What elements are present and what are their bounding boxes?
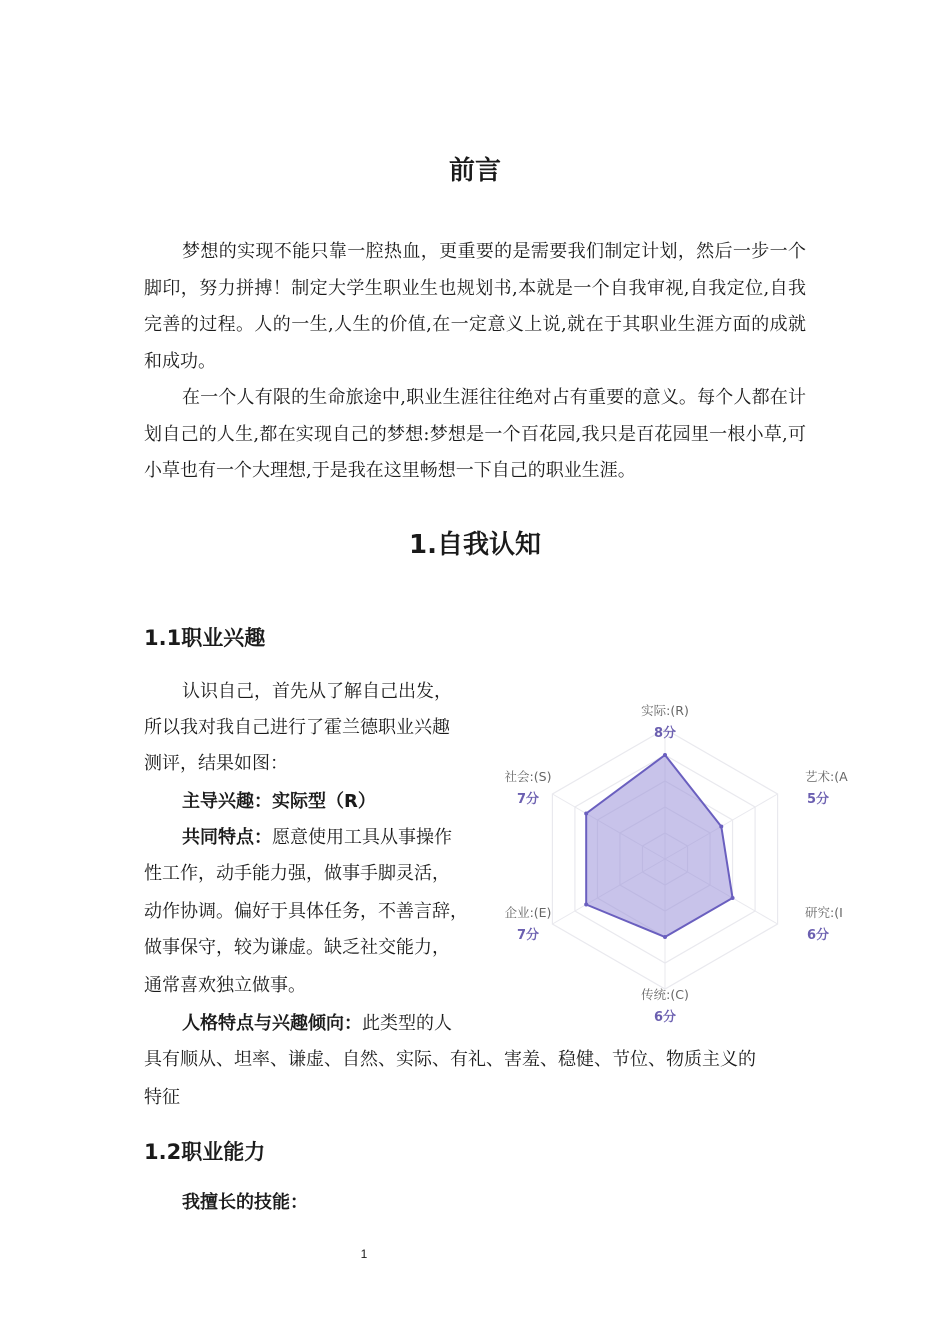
preface-paragraph-1: 梦想的实现不能只靠一腔热血，更重要的是需要我们制定计划，然后一步一个脚印，努力拼搏！制定大学生职业生也规划书,本就是一个自我审视,自我定位,自我完善的过程。人的一生,人生的价值,在一定意义上说,就在于其职业生涯方面的成就和成功。 <box>144 241 806 372</box>
radar-category-label-2: 艺术:(A <box>805 769 848 784</box>
radar-score-label-5: 7分 <box>516 928 540 943</box>
skills-label: 我擅长的技能： <box>182 1192 308 1213</box>
radar-category-label-6: 社会:(S) <box>504 769 552 784</box>
radar-score-label-1: 8分 <box>653 726 677 741</box>
radar-point-2 <box>719 825 723 829</box>
radar-category-label-4: 传统:(C) <box>641 987 689 1002</box>
preface-paragraph-2: 在一个人有限的生命旅途中,职业生涯往往绝对占有重要的意义。每个人都在计划自己的人生,都在实现自己的梦想:梦想是一个百花园,我只是百花园里一根小草,可小草也有一个大理想,于是我在这里畅想一下自己的职业生涯。 <box>144 387 806 481</box>
interest-line-2: 所以我对我自己进行了霍兰德职业兴趣 <box>144 717 450 738</box>
radar-data-area <box>586 755 732 937</box>
common-traits-line-2: 性工作，动手能力强，做事手脚灵活， <box>144 863 450 884</box>
personality-label: 人格特点与兴趣倾向： <box>182 1013 362 1034</box>
main-interest-line <box>182 784 376 821</box>
radar-point-4 <box>663 935 667 939</box>
radar-point-5 <box>584 903 588 907</box>
common-traits-text-1: 愿意使用工具从事操作 <box>272 827 452 848</box>
common-traits-line-4: 做事保守，较为谦虚。缺乏社交能力， <box>144 937 450 958</box>
common-traits-label: 共同特点： <box>182 827 272 848</box>
personality-text-1: 此类型的人 <box>362 1013 452 1034</box>
heading-career-ability: 1.2职业能力 <box>144 1140 266 1164</box>
radar-category-label-5: 企业:(E) <box>504 905 552 920</box>
radar-point-1 <box>663 753 667 757</box>
interest-line-1: 认识自己，首先从了解自己出发， <box>182 681 452 702</box>
section-title-self-cognition: 1.自我认知 <box>409 530 541 560</box>
personality-line-1 <box>182 1006 452 1043</box>
common-traits-line-5: 通常喜欢独立做事。 <box>144 975 306 996</box>
radar-score-label-2: 5分 <box>807 792 830 807</box>
radar-score-label-4: 6分 <box>653 1010 677 1025</box>
common-traits-line-1 <box>182 820 452 857</box>
heading-career-interest: 1.1职业兴趣 <box>144 626 266 650</box>
radar-score-label-3: 6分 <box>807 928 830 943</box>
radar-point-6 <box>584 812 588 816</box>
holland-radar-chart <box>500 696 848 1030</box>
personality-line-2: 具有顺从、坦率、谦虚、自然、实际、有礼、害羞、稳健、节位、物质主义的 <box>144 1049 756 1070</box>
radar-score-label-6: 7分 <box>516 792 540 807</box>
radar-category-label-1: 实际:(R) <box>641 703 689 718</box>
page-number: 1 <box>360 1247 368 1261</box>
radar-category-label-3: 研究:(I <box>805 905 843 920</box>
personality-line-3: 特征 <box>144 1087 180 1108</box>
interest-line-3: 测评，结果如图： <box>144 753 288 774</box>
preface-title: 前言 <box>448 156 501 186</box>
common-traits-line-3: 动作协调。偏好于具体任务，不善言辞， <box>144 901 468 922</box>
radar-point-3 <box>731 896 735 900</box>
main-interest-label: 主导兴趣： <box>182 791 272 812</box>
main-interest-value: 实际型（R） <box>272 791 376 812</box>
